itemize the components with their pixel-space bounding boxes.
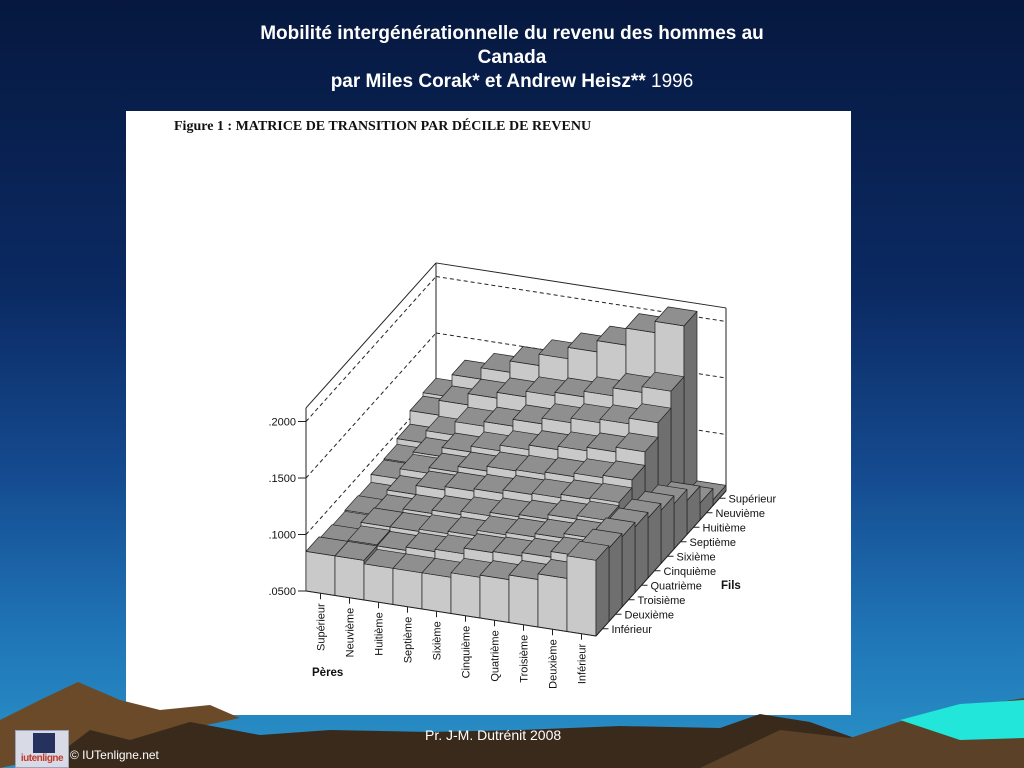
bar-front (393, 568, 422, 609)
title-line-2: Canada (477, 47, 547, 68)
peres-label: Supérieur (315, 603, 328, 652)
bar-side (609, 534, 622, 622)
figure-panel (126, 111, 851, 715)
fils-label: Huitième (702, 522, 746, 535)
bar-front (306, 551, 335, 595)
bar-side (684, 311, 697, 501)
fils-label: Septième (689, 536, 736, 549)
bar-front (364, 564, 393, 605)
y-axis-title: Fils (721, 580, 741, 592)
title-line-3 (150, 70, 874, 94)
grid-line (306, 277, 436, 422)
peres-label: Troisième (518, 634, 531, 683)
bar (567, 541, 609, 636)
peres-label: Quatrième (489, 630, 502, 682)
fils-label: Supérieur (728, 493, 777, 506)
bar-front (538, 574, 567, 632)
back-wall-top-left (306, 263, 436, 408)
title-year: 1996 (651, 71, 694, 92)
bar-side (596, 546, 609, 636)
bar-front (422, 573, 451, 614)
slide-title (150, 22, 874, 94)
iutenligne-logo[interactable] (15, 730, 69, 768)
z-tick-label: .1500 (268, 473, 296, 485)
z-tick-label: .1000 (268, 529, 296, 542)
transition-matrix-chart (126, 111, 851, 715)
logo-image (33, 733, 55, 753)
fils-label: Inférieur (611, 623, 652, 636)
peres-label: Septième (402, 616, 415, 664)
fils-label: Cinquième (663, 565, 717, 578)
peres-label: Inférieur (576, 643, 589, 685)
peres-label: Cinquième (460, 625, 473, 679)
z-tick-label: .2000 (268, 416, 296, 429)
peres-label: Huitième (373, 612, 386, 656)
title-authors: par Miles Corak* et Andrew Heisz** (330, 71, 646, 92)
bar-front (480, 575, 509, 622)
back-wall-top-right (436, 263, 726, 308)
logo-text-en: en (31, 753, 43, 764)
peres-label: Neuvième (344, 607, 357, 658)
x-axis-title: Pères (312, 667, 344, 679)
z-tick-label: .0500 (268, 586, 296, 598)
footer-credit: Pr. J-M. Dutrénit 2008 (425, 727, 562, 743)
peres-label: Sixième (431, 621, 444, 661)
figure-title: Figure 1 : MATRICE DE TRANSITION PAR DÉCILE DE REVENU (174, 119, 592, 134)
logo-text-ligne: ligne (42, 753, 64, 764)
fils-label: Sixième (676, 551, 716, 564)
bar-front (451, 573, 480, 618)
bar-front (335, 556, 364, 600)
copyright: © IUTenligne.net (70, 748, 159, 762)
peres-label: Deuxième (547, 639, 560, 689)
fils-label: Quatrième (650, 580, 702, 593)
fils-label: Deuxième (624, 609, 675, 622)
bar-front (509, 575, 538, 627)
fils-label: Neuvième (715, 507, 766, 520)
logo-text (17, 753, 67, 764)
fils-label: Troisième (637, 594, 686, 607)
bar-front (567, 556, 596, 636)
title-line-1: Mobilité intergénérationnelle du revenu des hommes au (260, 23, 764, 44)
logo-text-iut: iut (20, 753, 32, 764)
